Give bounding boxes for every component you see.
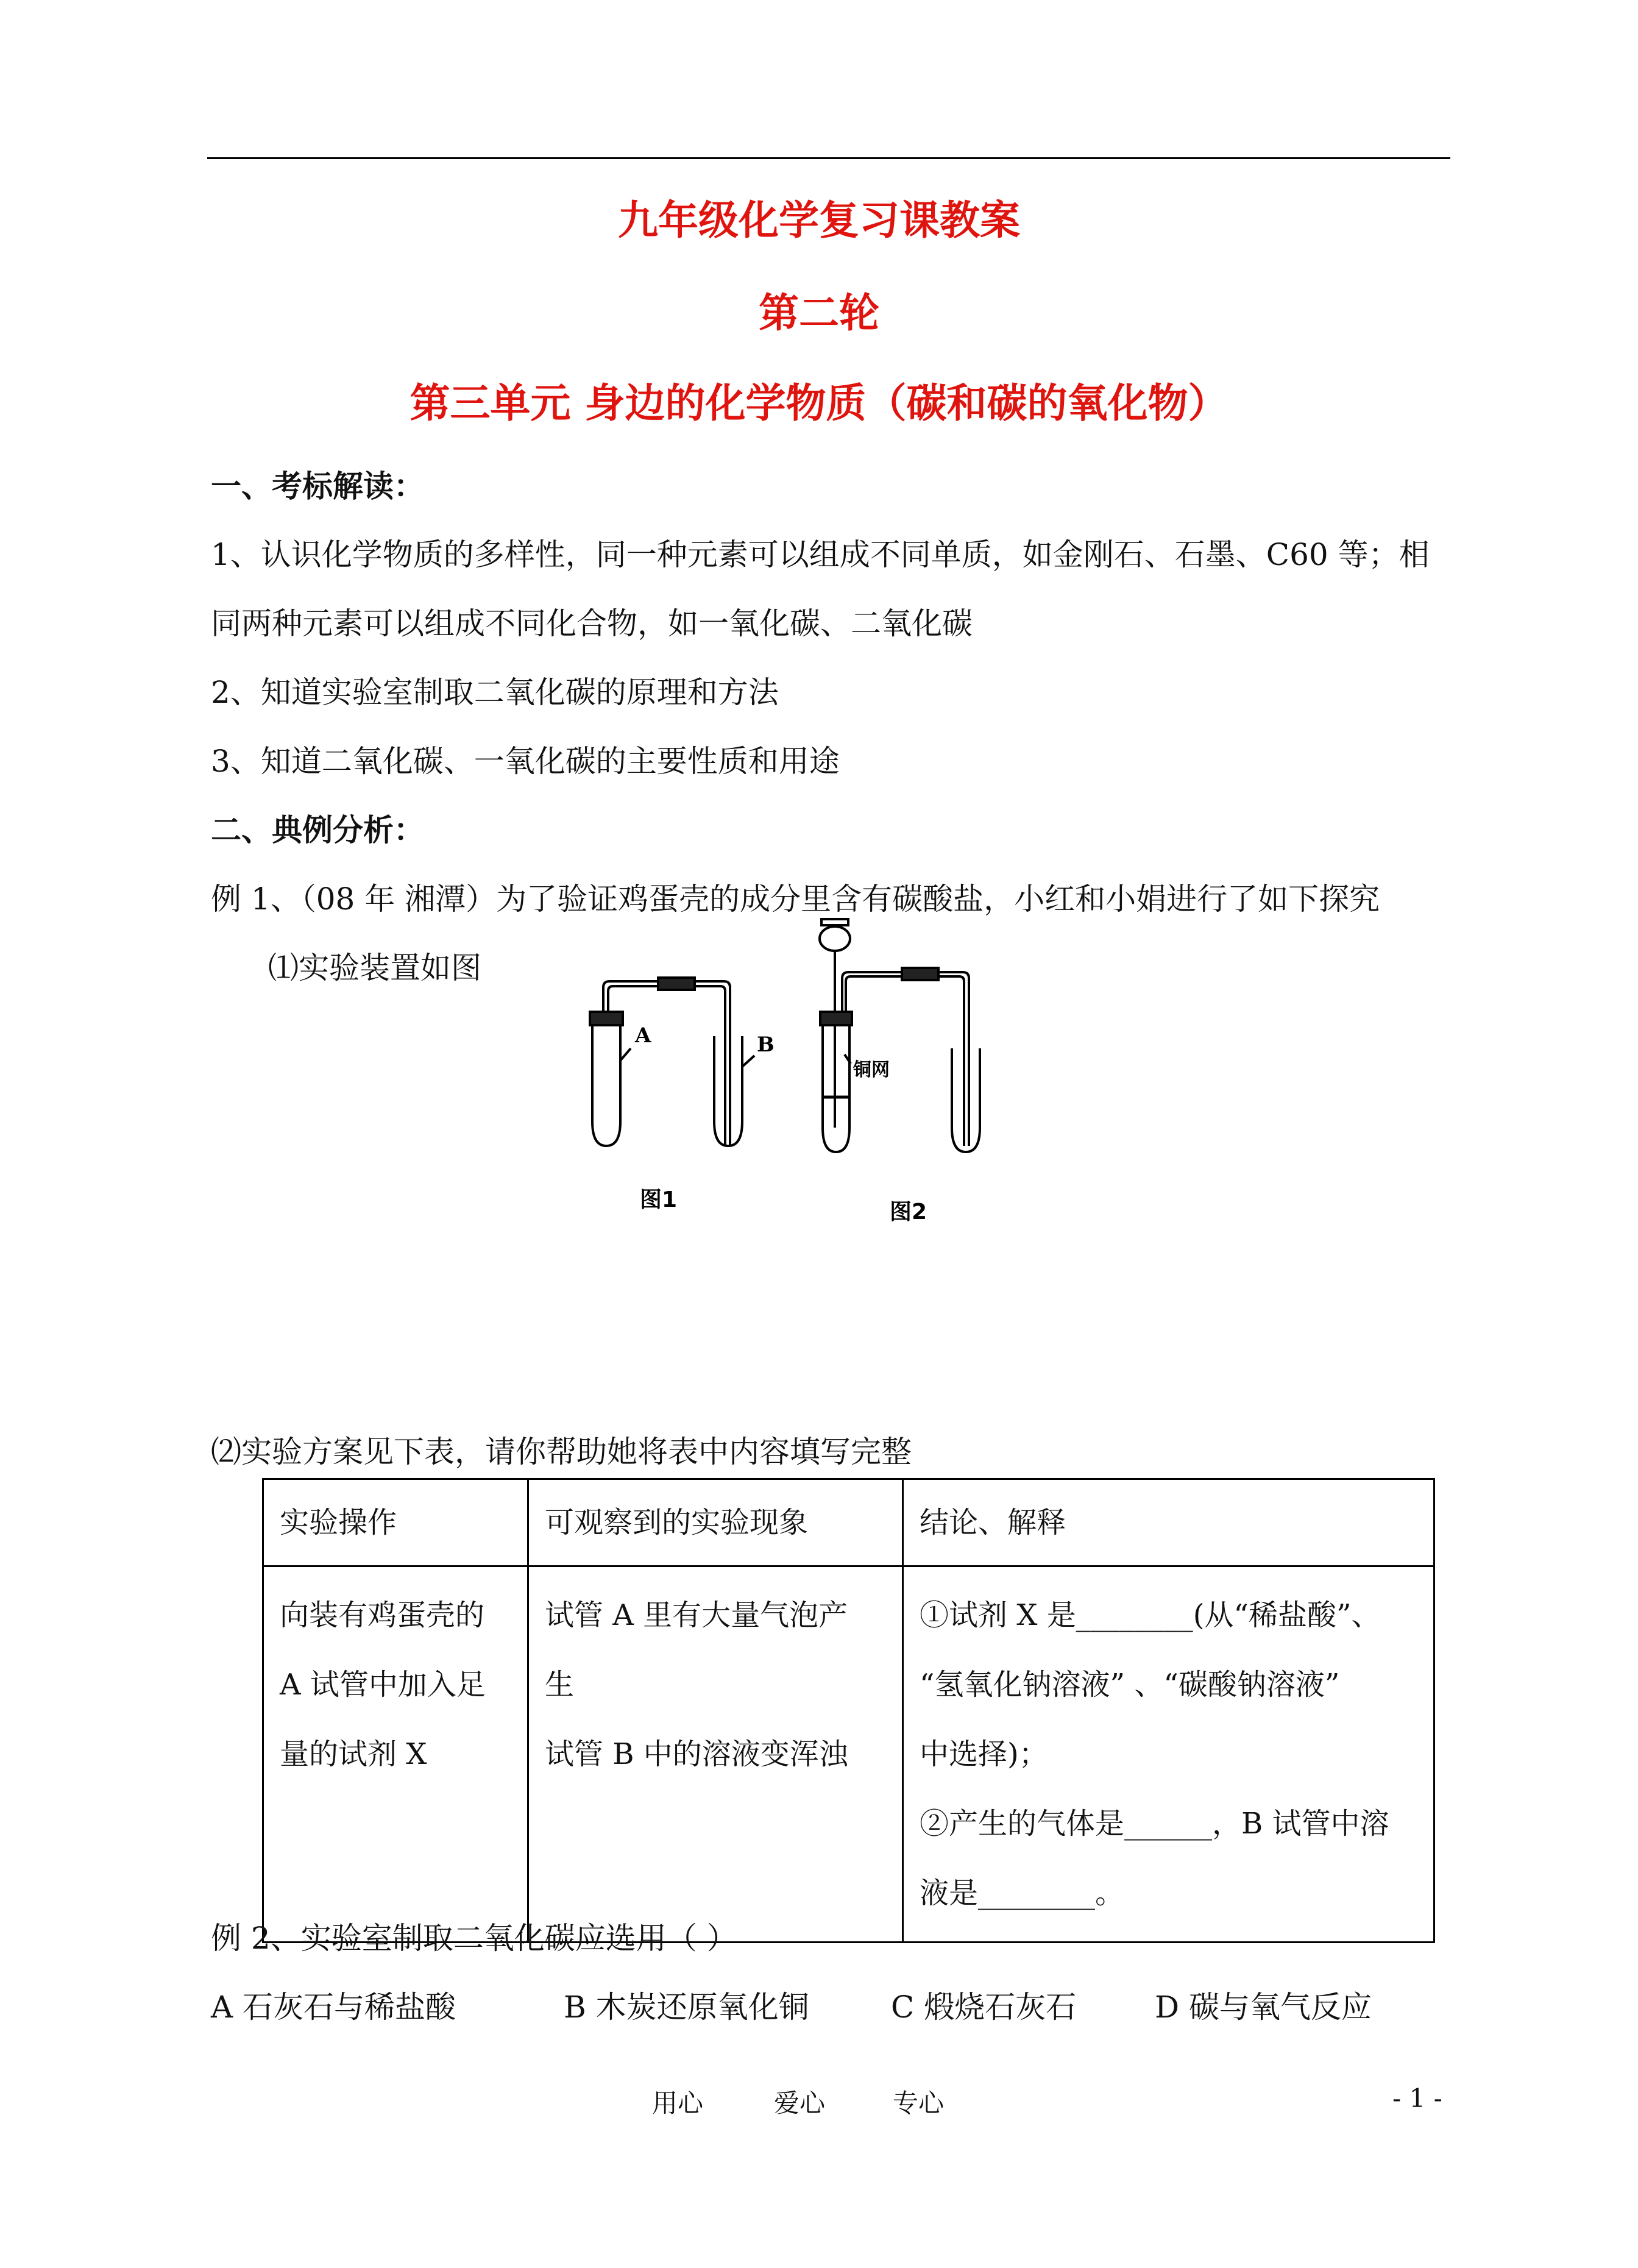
stopper-a (590, 1012, 623, 1025)
section2-heading: 二、典例分析： (211, 812, 424, 848)
item3: 3、知道二氧化碳、一氧化碳的主要性质和用途 (211, 744, 840, 779)
header-conclusion: 结论、解释 (903, 1479, 1434, 1566)
round-title: 第二轮 (759, 289, 879, 336)
cell-text: A 试管中加入足 (280, 1668, 486, 1702)
example1-sub1: ⑴实验装置如图 (268, 950, 481, 986)
rubber-joint-2 (902, 968, 938, 980)
footer-motto-2: 爱心 (774, 2088, 826, 2118)
separatory-funnel (820, 926, 850, 951)
main-title: 九年级化学复习课教案 (618, 196, 1020, 244)
example1-sub2: ⑵实验方案见下表，请你帮助她将表中内容填写完整 (211, 1434, 912, 1470)
header-operation: 实验操作 (263, 1479, 528, 1566)
option-d: D 碳与氧气反应 (1155, 1989, 1372, 2025)
cell-text: 量的试剂 X (280, 1737, 427, 1771)
header-rule (207, 157, 1450, 159)
experiment-table (262, 1478, 1435, 1943)
apparatus-figure (561, 914, 1036, 1243)
footer-motto-3: 专心 (893, 2088, 945, 2118)
page-number: - 1 - (1392, 2083, 1442, 2113)
item1-line2: 同两种元素可以组成不同化合物，如一氧化碳、二氧化碳 (211, 606, 973, 641)
table-header-row (263, 1479, 1434, 1566)
example1: 例 1、（08 年 湘潭）为了验证鸡蛋壳的成分里含有碳酸盐，小红和小娟进行了如下探究 (211, 881, 1380, 917)
test-tube-b (714, 1036, 742, 1146)
section1-heading: 一、考标解读： (211, 468, 424, 504)
cell-text: 试管 A 里有大量气泡产 (545, 1598, 848, 1632)
option-c: C 煅烧石灰石 (891, 1989, 1077, 2025)
delivery-tube-1 (603, 981, 730, 1146)
label-copper-mesh: 铜网 (853, 1059, 890, 1081)
label-b: B (757, 1033, 775, 1057)
cell-conclusion (903, 1566, 1434, 1943)
apparatus-diagram (561, 914, 1036, 1243)
test-tube-a (592, 1018, 620, 1146)
cell-text: 液是________。 (920, 1876, 1125, 1910)
cell-text: 试管 B 中的溶液变浑浊 (545, 1737, 848, 1771)
caption-fig1: 图1 (640, 1187, 678, 1212)
label-a: A (635, 1023, 651, 1048)
stopper-c (820, 1012, 852, 1025)
cell-text: “氢氧化钠溶液” 、“碳酸钠溶液” (920, 1668, 1340, 1702)
cell-text: 向装有鸡蛋壳的 (280, 1598, 485, 1632)
example2: 例 2、实验室制取二氧化碳应选用（ ） (211, 1921, 737, 1956)
cell-text: 生 (545, 1668, 575, 1702)
header-phenomenon: 可观察到的实验现象 (528, 1479, 903, 1566)
cell-text: ①试剂 X 是________(从“稀盐酸”、 (920, 1598, 1381, 1632)
unit-title: 第三单元 身边的化学物质（碳和碳的氧化物） (410, 379, 1228, 427)
test-tube-d (952, 1048, 980, 1152)
cell-text: 中选择)； (920, 1737, 1048, 1771)
cell-text: ②产生的气体是______，B 试管中溶 (920, 1807, 1389, 1841)
item1-line1: 1、认识化学物质的多样性，同一种元素可以组成不同单质，如金刚石、石墨、C60 等；相 (211, 537, 1430, 572)
table-row (263, 1566, 1434, 1943)
option-a: A 石灰石与稀盐酸 (211, 1989, 456, 2025)
item2: 2、知道实验室制取二氧化碳的原理和方法 (211, 675, 779, 710)
option-b: B 木炭还原氧化铜 (564, 1989, 809, 2025)
caption-fig2: 图2 (890, 1200, 927, 1225)
rubber-joint-1 (658, 978, 695, 990)
footer-motto-1: 用心 (652, 2088, 704, 2118)
cell-operation (263, 1566, 528, 1943)
cell-phenomenon (528, 1566, 903, 1943)
